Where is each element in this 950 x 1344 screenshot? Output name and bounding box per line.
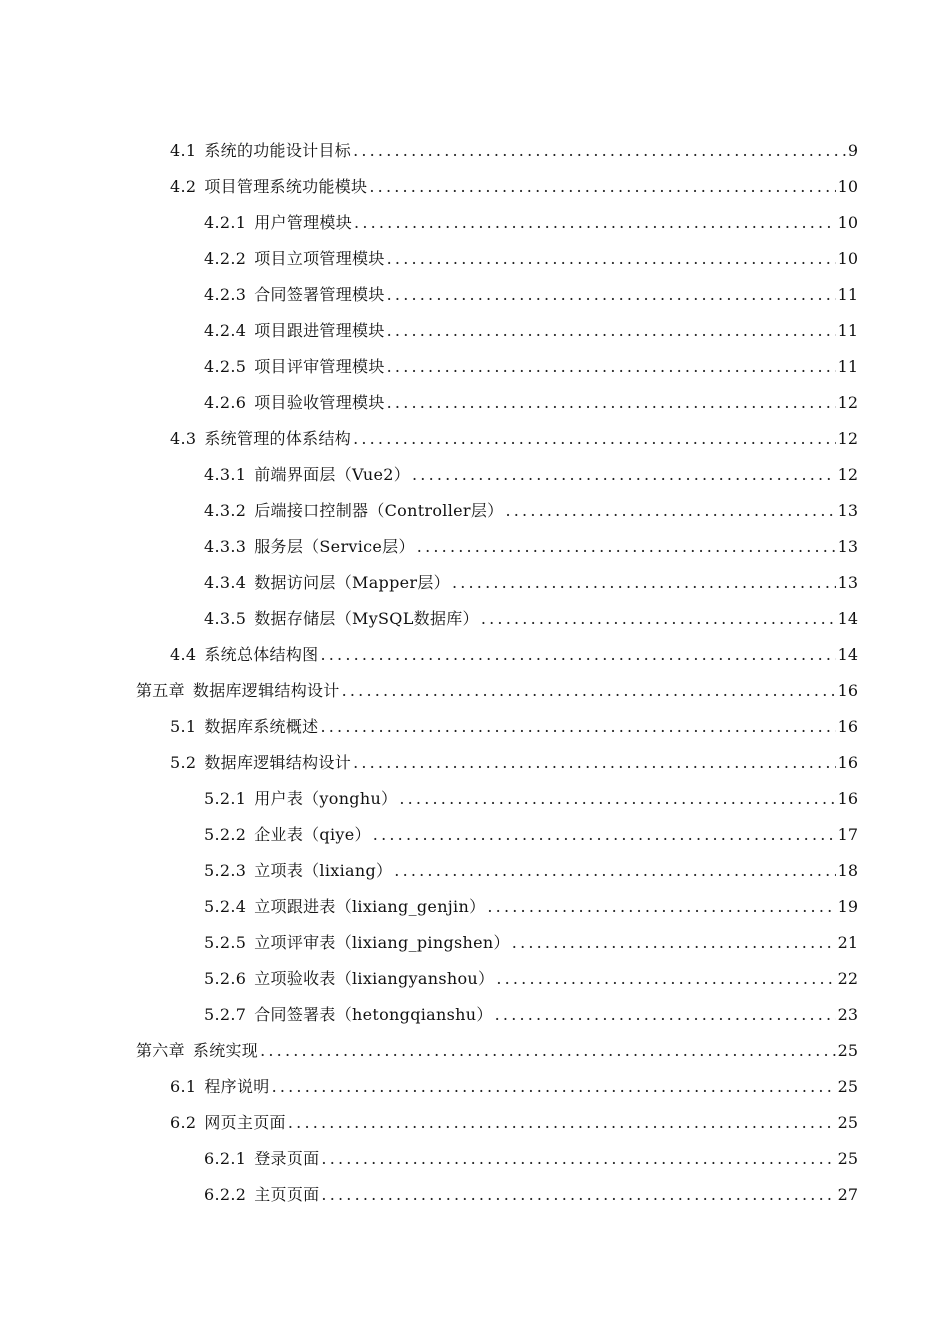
- toc-dot-leader: [342, 681, 836, 701]
- toc-entry-page-number: 14: [837, 609, 858, 628]
- toc-dot-leader: [412, 465, 836, 485]
- toc-dot-leader: [288, 1113, 836, 1133]
- toc-entry-number: 4.3.4: [204, 573, 247, 592]
- toc-entry-label: [170, 753, 351, 773]
- toc-entry-number: 4.2: [170, 177, 197, 196]
- toc-entry[interactable]: [204, 457, 858, 493]
- toc-dot-leader: [353, 141, 846, 161]
- toc-entry-label: [204, 969, 494, 989]
- toc-entry-title: 项目跟进管理模块: [254, 321, 385, 340]
- toc-entry-label: [204, 825, 371, 845]
- toc-entry-title: 项目评审管理模块: [254, 357, 385, 376]
- toc-entry-page-number: 9: [847, 141, 858, 160]
- toc-entry-page-number: 25: [837, 1077, 858, 1096]
- toc-dot-leader: [399, 789, 835, 809]
- toc-entry-page-number: 25: [837, 1041, 858, 1060]
- toc-entry-label: [204, 897, 485, 917]
- toc-entry-title: 数据库系统概述: [204, 717, 319, 736]
- toc-entry-title: 数据访问层（Mapper层）: [254, 573, 450, 592]
- toc-entry-label: [204, 1185, 319, 1205]
- toc-entry-number: 5.2.1: [204, 789, 247, 808]
- toc-entry-page-number: 16: [837, 717, 858, 736]
- toc-entry[interactable]: [170, 745, 858, 781]
- toc-entry-label: [204, 789, 397, 809]
- toc-entry-number: 5.2.5: [204, 933, 247, 952]
- toc-entry[interactable]: [204, 1177, 858, 1213]
- toc-entry-page-number: 10: [837, 177, 858, 196]
- toc-entry-number: 第六章: [136, 1041, 185, 1060]
- toc-entry-number: 第五章: [136, 681, 185, 700]
- toc-entry-page-number: 12: [837, 429, 858, 448]
- toc-entry-number: 4.2.1: [204, 213, 247, 232]
- toc-entry-title: 数据库逻辑结构设计: [204, 753, 352, 772]
- toc-entry-page-number: 12: [837, 465, 858, 484]
- toc-entry-number: 5.2.6: [204, 969, 247, 988]
- toc-entry-title: 合同签署管理模块: [254, 285, 385, 304]
- toc-entry-label: [204, 465, 410, 485]
- toc-dot-leader: [369, 177, 835, 197]
- toc-entry[interactable]: [204, 961, 858, 997]
- toc-entry[interactable]: [204, 889, 858, 925]
- toc-entry[interactable]: [204, 241, 858, 277]
- toc-entry-number: 6.2: [170, 1113, 197, 1132]
- toc-entry-page-number: 17: [837, 825, 858, 844]
- toc-entry[interactable]: [170, 709, 858, 745]
- toc-entry-page-number: 13: [837, 501, 858, 520]
- toc-entry-title: 登录页面: [254, 1149, 320, 1168]
- toc-entry-number: 5.2.4: [204, 897, 247, 916]
- toc-entry[interactable]: [170, 637, 858, 673]
- toc-entry-number: 4.2.3: [204, 285, 247, 304]
- toc-dot-leader: [481, 609, 836, 629]
- toc-dot-leader: [373, 825, 836, 845]
- toc-dot-leader: [495, 1005, 836, 1025]
- toc-entry[interactable]: [170, 1105, 858, 1141]
- toc-entry-number: 4.2.2: [204, 249, 247, 268]
- toc-entry[interactable]: [170, 133, 858, 169]
- toc-entry-page-number: 11: [837, 321, 858, 340]
- toc-dot-leader: [387, 357, 836, 377]
- toc-dot-leader: [321, 1185, 835, 1205]
- toc-entry[interactable]: [204, 781, 858, 817]
- toc-entry[interactable]: [204, 493, 858, 529]
- toc-dot-leader: [487, 897, 835, 917]
- toc-entry-page-number: 14: [837, 645, 858, 664]
- toc-entry-label: [204, 285, 385, 305]
- toc-dot-leader: [505, 501, 835, 521]
- toc-entry[interactable]: [204, 349, 858, 385]
- toc-entry-title: 后端接口控制器（Controller层）: [254, 501, 504, 520]
- toc-entry-number: 5.2.3: [204, 861, 247, 880]
- toc-entry-label: [136, 1041, 258, 1061]
- toc-entry-page-number: 18: [837, 861, 858, 880]
- toc-entry-label: [170, 177, 367, 197]
- toc-entry-label: [170, 141, 351, 161]
- toc-dot-leader: [320, 645, 835, 665]
- toc-dot-leader: [260, 1041, 836, 1061]
- toc-entry-number: 5.2: [170, 753, 197, 772]
- toc-entry-title: 立项表（lixiang）: [254, 861, 393, 880]
- toc-entry-page-number: 21: [837, 933, 858, 952]
- toc-entry-title: 服务层（Service层）: [254, 537, 415, 556]
- toc-entry-number: 4.2.6: [204, 393, 247, 412]
- toc-entry-label: [204, 501, 503, 521]
- toc-dot-leader: [387, 393, 836, 413]
- toc-entry-title: 用户表（yonghu）: [254, 789, 398, 808]
- toc-entry-label: [204, 1149, 319, 1169]
- toc-entry-page-number: 16: [837, 681, 858, 700]
- toc-entry-title: 合同签署表（hetongqianshu）: [254, 1005, 493, 1024]
- toc-entry-label: [204, 249, 385, 269]
- toc-entry-number: 5.2.2: [204, 825, 247, 844]
- toc-dot-leader: [512, 933, 836, 953]
- toc-dot-leader: [387, 285, 836, 305]
- toc-entry[interactable]: [170, 169, 858, 205]
- toc-entry-number: 4.3.5: [204, 609, 247, 628]
- toc-entry-title: 项目管理系统功能模块: [204, 177, 368, 196]
- toc-entry[interactable]: [170, 421, 858, 457]
- toc-entry[interactable]: [204, 277, 858, 313]
- toc-dot-leader: [272, 1077, 836, 1097]
- toc-entry-label: [170, 429, 351, 449]
- toc-entry[interactable]: [204, 205, 858, 241]
- toc-dot-leader: [387, 249, 836, 269]
- toc-entry-label: [204, 393, 385, 413]
- toc-entry-title: 立项跟进表（lixiang_genjin）: [254, 897, 486, 916]
- toc-entry[interactable]: [204, 925, 858, 961]
- toc-entry-page-number: 22: [837, 969, 858, 988]
- toc-entry[interactable]: [204, 601, 858, 637]
- toc-entry-title: 系统管理的体系结构: [204, 429, 352, 448]
- toc-entry-title: 主页页面: [254, 1185, 320, 1204]
- toc-entry-number: 4.2.4: [204, 321, 247, 340]
- toc-entry-page-number: 19: [837, 897, 858, 916]
- toc-entry-title: 立项验收表（lixiangyanshou）: [254, 969, 495, 988]
- toc-dot-leader: [496, 969, 835, 989]
- toc-entry-title: 项目立项管理模块: [254, 249, 385, 268]
- toc-entry-number: 5.2.7: [204, 1005, 247, 1024]
- toc-entry-number: 4.3.3: [204, 537, 247, 556]
- toc-entry-page-number: 13: [837, 573, 858, 592]
- toc-entry-page-number: 10: [837, 249, 858, 268]
- toc-entry-label: [204, 573, 450, 593]
- toc-entry-number: 6.2.1: [204, 1149, 247, 1168]
- toc-entry-page-number: 11: [837, 285, 858, 304]
- toc-entry-page-number: 10: [837, 213, 858, 232]
- toc-entry-number: 4.3.1: [204, 465, 247, 484]
- toc-entry-label: [204, 1005, 493, 1025]
- toc-entry-label: [204, 861, 392, 881]
- toc-entry[interactable]: [204, 1141, 858, 1177]
- toc-entry[interactable]: [204, 817, 858, 853]
- toc-dot-leader: [353, 753, 836, 773]
- toc-dot-leader: [353, 429, 836, 449]
- toc-entry[interactable]: [204, 385, 858, 421]
- toc-entry-title: 程序说明: [204, 1077, 270, 1096]
- toc-entry-number: 4.4: [170, 645, 197, 664]
- toc-entry-number: 5.1: [170, 717, 197, 736]
- toc-entry-title: 系统总体结构图: [204, 645, 319, 664]
- toc-entry-page-number: 25: [837, 1113, 858, 1132]
- toc-entry-page-number: 16: [837, 753, 858, 772]
- toc-dot-leader: [354, 213, 836, 233]
- toc-dot-leader: [321, 1149, 835, 1169]
- toc-entry-page-number: 27: [837, 1185, 858, 1204]
- toc-entry-title: 前端界面层（Vue2）: [254, 465, 411, 484]
- toc-entry-number: 6.1: [170, 1077, 197, 1096]
- toc-entry[interactable]: [204, 997, 858, 1033]
- toc-entry[interactable]: [204, 853, 858, 889]
- toc-entry[interactable]: [204, 529, 858, 565]
- toc-entry-title: 系统的功能设计目标: [204, 141, 352, 160]
- toc-dot-leader: [394, 861, 835, 881]
- toc-entry-title: 企业表（qiye）: [254, 825, 371, 844]
- toc-entry-number: 4.1: [170, 141, 197, 160]
- toc-entry-label: [204, 357, 385, 377]
- toc-entry[interactable]: [204, 565, 858, 601]
- toc-entry-label: [170, 645, 318, 665]
- toc-dot-leader: [387, 321, 836, 341]
- toc-entry-label: [204, 933, 510, 953]
- toc-entry-label: [204, 609, 479, 629]
- toc-entry-title: 立项评审表（lixiang_pingshen）: [254, 933, 510, 952]
- toc-entry-page-number: 23: [837, 1005, 858, 1024]
- toc-entry-title: 数据库逻辑结构设计: [192, 681, 340, 700]
- toc-dot-leader: [452, 573, 836, 593]
- toc-entry[interactable]: [170, 1069, 858, 1105]
- toc-entry[interactable]: [136, 673, 858, 709]
- toc-entry-label: [204, 321, 385, 341]
- toc-entry-page-number: 13: [837, 537, 858, 556]
- toc-entry-label: [204, 537, 415, 557]
- toc-entry[interactable]: [136, 1033, 858, 1069]
- toc-entry-page-number: 11: [837, 357, 858, 376]
- toc-entry-page-number: 16: [837, 789, 858, 808]
- toc-entry-page-number: 25: [837, 1149, 858, 1168]
- toc-entry-title: 用户管理模块: [254, 213, 353, 232]
- toc-entry-label: [136, 681, 340, 701]
- toc-dot-leader: [417, 537, 836, 557]
- toc-entry-label: [170, 1077, 270, 1097]
- toc-entry-title: 网页主页面: [204, 1113, 286, 1132]
- toc-entry-title: 数据存储层（MySQL数据库）: [254, 609, 479, 628]
- toc-entry-number: 4.3: [170, 429, 197, 448]
- toc-dot-leader: [320, 717, 835, 737]
- toc-entry-title: 系统实现: [192, 1041, 259, 1060]
- toc-entry-number: 4.3.2: [204, 501, 247, 520]
- toc-entry-number: 4.2.5: [204, 357, 247, 376]
- toc-entry-page-number: 12: [837, 393, 858, 412]
- toc-entry-label: [170, 717, 318, 737]
- toc-entry-title: 项目验收管理模块: [254, 393, 385, 412]
- toc-entry-number: 6.2.2: [204, 1185, 247, 1204]
- toc-entry-label: [204, 213, 352, 233]
- toc-entry-label: [170, 1113, 286, 1133]
- toc-entry[interactable]: [204, 313, 858, 349]
